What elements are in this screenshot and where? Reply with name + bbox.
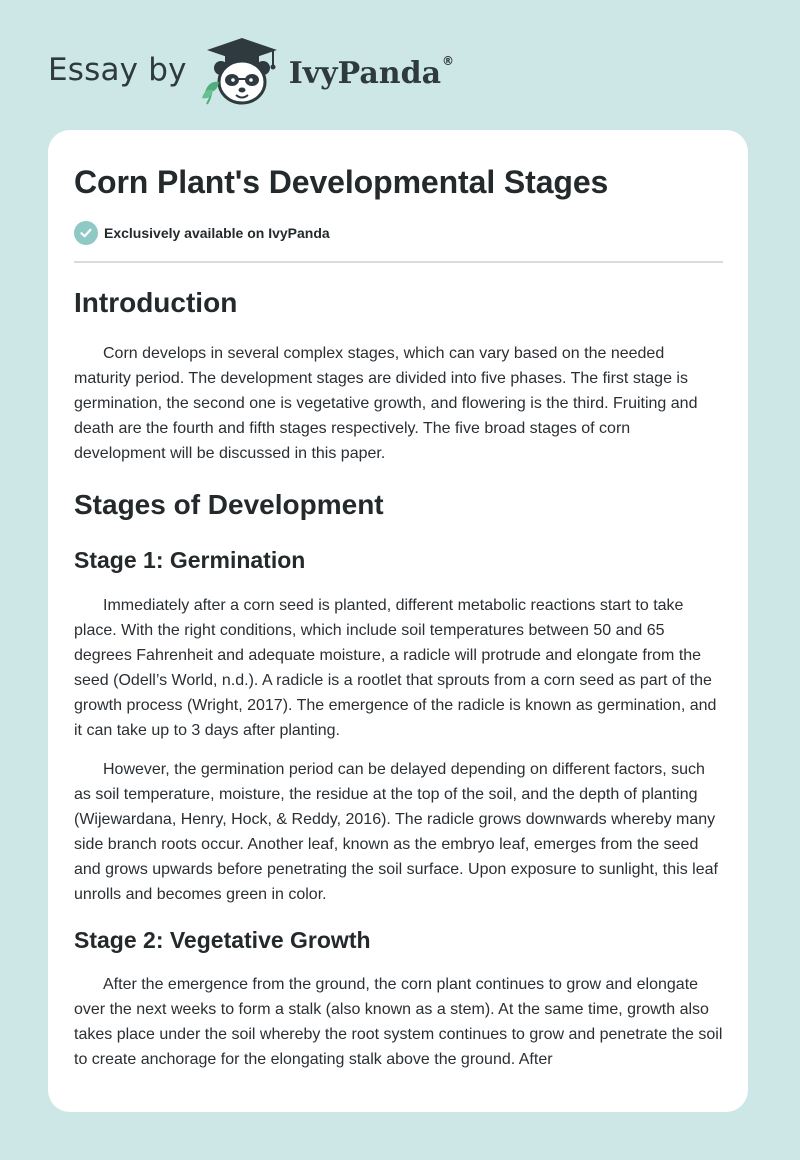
heading-stage-2: Stage 2: Vegetative Growth — [74, 927, 371, 953]
check-icon — [74, 221, 98, 245]
site-brand[interactable] — [48, 36, 454, 108]
paragraph: After the emergence from the ground, the corn plant continues to grow and elongate over the next weeks to form a stalk (also known as a stem). At the same time, growth also takes place under the soil whereby the root system continues to grow and penetrate the soil to create anchorage for the elongating stalk above the ground. After — [74, 976, 723, 1068]
brand-name: IvyPanda® — [288, 53, 455, 91]
exclusive-badge — [74, 221, 330, 245]
paragraph: Immediately after a corn seed is planted, different metabolic reactions start to take place. With the right conditions, which include soil temperatures between 50 and 65 degrees Fahrenheit and adequate moisture, a radicle will protrude and elongate from the seed (Odell’s World, n.d.). A radicle is a rootlet that sprouts from a corn seed as part of the growth process (Wright, 2017). The emergence of the radicle is known as germination, and it can take up to 3 days after planting. — [74, 597, 717, 739]
paragraph: However, the germination period can be delayed depending on different factors, such as soil temperature, moisture, the residue at the top of the soil, and the depth of planting (Wijewardana, Henry, Hock, & Reddy, 2016). The radicle grows downwards whereby many side branch roots occur. Another leaf, known as the embryo leaf, emerges from the seed and grows upwards before penetrating the soil surface. Upon exposure to sunlight, this leaf unrolls and becomes green in color. — [74, 761, 718, 903]
essay-card — [48, 130, 748, 1112]
registered-mark: ® — [442, 53, 455, 68]
paragraph: Corn develops in several complex stages, which can vary based on the needed maturity period. The development stages are divided into five phases. The first stage is germination, the second one is vegetative growth, and flowering is the third. Fruiting and death are the fourth and fifth stages respectively. The five broad stages of corn development will be discussed in this paper. — [74, 345, 698, 462]
panda-logo-icon — [199, 36, 285, 108]
essay-body — [74, 280, 723, 1072]
heading-introduction: Introduction — [74, 287, 238, 318]
heading-stages: Stages of Development — [74, 489, 384, 520]
title-divider — [74, 261, 723, 263]
heading-stage-1: Stage 1: Germination — [74, 547, 306, 573]
brand-prefix: Essay by — [48, 52, 187, 88]
page-title: Corn Plant's Developmental Stages — [74, 164, 609, 200]
badge-label: Exclusively available on IvyPanda — [104, 225, 330, 241]
